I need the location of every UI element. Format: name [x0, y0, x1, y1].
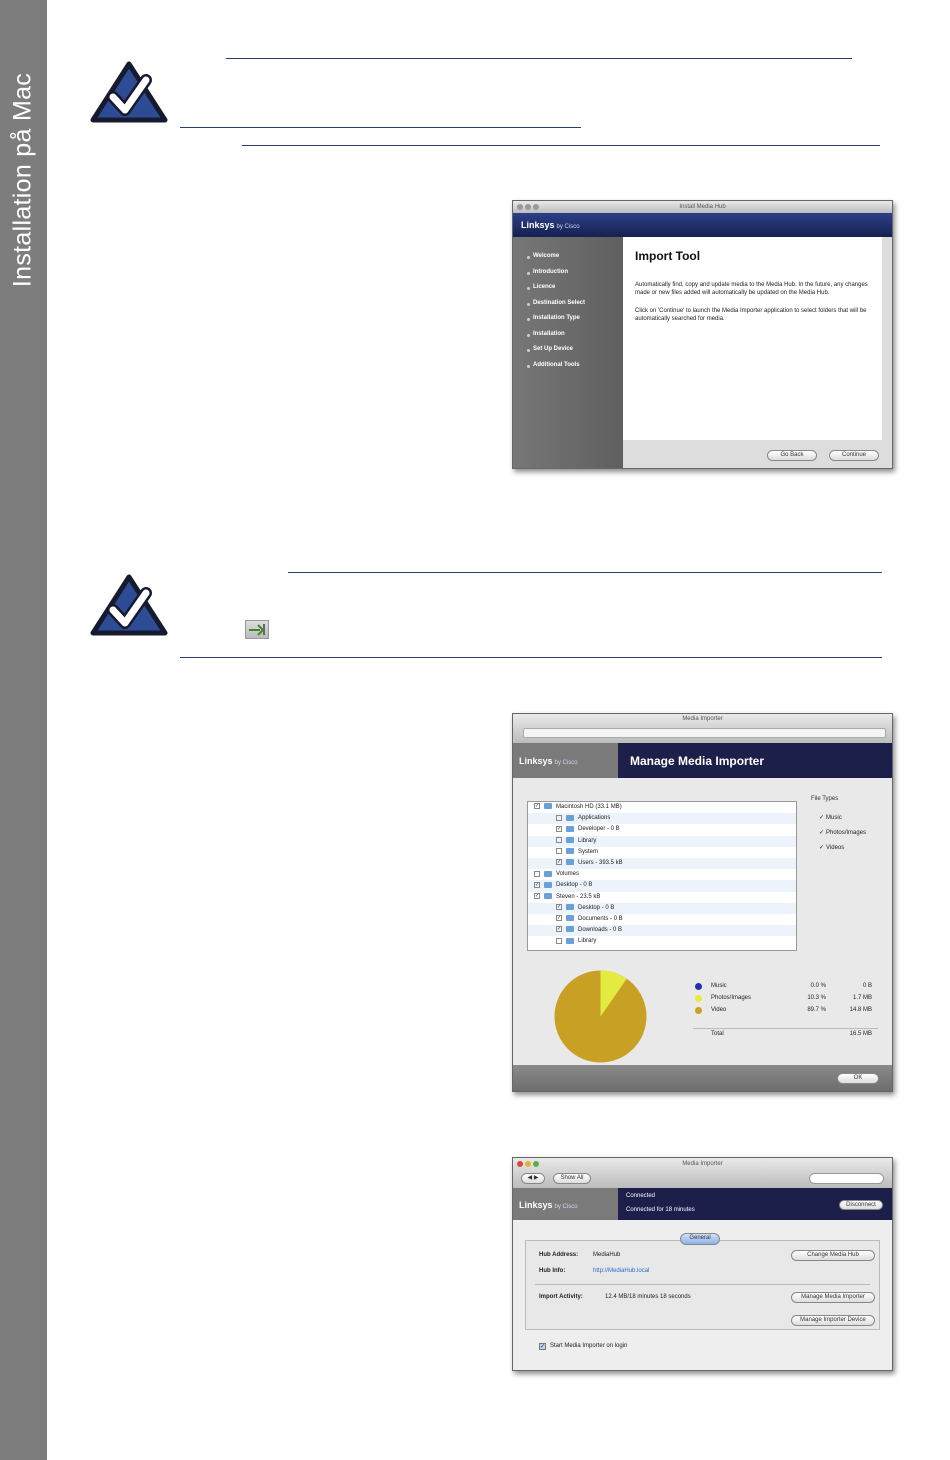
legend-size: 0 B [862, 983, 872, 989]
folder-checkbox[interactable]: ✓ [535, 803, 540, 810]
legend-swatch-icon [695, 983, 702, 990]
import-activity-value: 12.4 MB/18 minutes 18 seconds [605, 1294, 691, 1300]
file-type-checkbox[interactable]: ✓ [819, 845, 825, 851]
file-type-label: Videos [826, 845, 845, 851]
legend-row [693, 992, 878, 1004]
folder-tree-row[interactable] [528, 936, 796, 947]
file-type-checkbox[interactable]: ✓ [819, 830, 825, 836]
manage-importer-device-button[interactable]: Manage Importer Device [791, 1315, 875, 1326]
legend-pct: 10.3 % [807, 995, 826, 1001]
media-importer-menu-icon [245, 620, 269, 639]
legend-pct: 0.0 % [810, 983, 826, 989]
folder-label: Applications [578, 815, 611, 822]
legend-swatch-icon [695, 995, 702, 1002]
folder-icon [566, 938, 574, 944]
manage-brand-bar: Linksys by Cisco [513, 743, 618, 778]
installer-window-title: Install Media Hub [679, 204, 726, 210]
folder-checkbox[interactable] [556, 815, 562, 821]
folder-label: Library [578, 938, 597, 945]
installer-content [623, 237, 882, 440]
folder-label: Library [578, 837, 597, 844]
folder-tree-row[interactable] [528, 824, 796, 835]
preferences-screenshot [512, 1157, 893, 1371]
installer-step-label: Destination Select [533, 299, 586, 306]
checkmark-note-icon-2 [89, 573, 169, 637]
manage-toolbar-search[interactable] [523, 728, 886, 738]
continue-button[interactable]: Continue [829, 450, 879, 461]
installer-step-label: Additional Tools [533, 361, 580, 368]
legend-name: Photos/Images [711, 995, 752, 1001]
go-back-button[interactable]: Go Back [767, 450, 817, 461]
installer-step [527, 311, 623, 327]
step-bullet-icon [527, 318, 530, 321]
file-type-checkbox[interactable]: ✓ [819, 815, 825, 821]
folder-tree[interactable] [527, 801, 797, 951]
folder-icon [566, 848, 574, 854]
hub-info-link[interactable]: http://MediaHub.local [593, 1268, 650, 1274]
start-on-login-label: Start Media Importer on login [550, 1343, 628, 1349]
change-media-hub-button[interactable]: Change Media Hub [791, 1250, 875, 1261]
installer-brand-bar: Linksys by Cisco [513, 213, 892, 237]
folder-label: System [578, 848, 599, 855]
folder-icon [544, 871, 552, 877]
folder-checkbox[interactable]: ✓ [535, 881, 540, 888]
prefs-titlebar: Media Importer ◀ ▶ Show All [513, 1158, 892, 1188]
legend-name: Music [711, 983, 727, 989]
legend-name: Video [711, 1007, 727, 1013]
manage-header [618, 743, 892, 778]
folder-icon [544, 803, 552, 809]
tab-general[interactable]: General [680, 1233, 720, 1245]
folder-checkbox[interactable]: ✓ [557, 926, 562, 933]
show-all-button[interactable]: Show All [553, 1173, 591, 1184]
brand-logo: Linksys [521, 220, 555, 230]
folder-tree-row[interactable] [528, 892, 796, 903]
installer-step-label: Installation Type [533, 315, 580, 321]
legend-size: 14.8 MB [849, 1007, 872, 1013]
folder-checkbox[interactable] [534, 871, 540, 877]
installer-step [527, 358, 623, 374]
installer-step [527, 249, 623, 265]
checkmark-note-icon [89, 60, 169, 124]
step-bullet-icon [527, 272, 530, 275]
file-type-label: Photos/Images [826, 830, 867, 836]
folder-checkbox[interactable]: ✓ [557, 904, 562, 911]
folder-icon [566, 859, 574, 865]
connection-status: Connected [626, 1193, 656, 1199]
file-type-label: Music [826, 815, 842, 821]
sidebar-title: Installation på Mac [8, 72, 37, 288]
note1-rule-a [180, 127, 581, 128]
hub-address-value: MediaHub [593, 1252, 621, 1258]
folder-checkbox[interactable] [556, 938, 562, 944]
folder-icon [566, 815, 574, 821]
note1-rule-b [242, 145, 880, 146]
folder-checkbox[interactable]: ✓ [557, 825, 562, 832]
folder-label: Downloads - 0 B [578, 927, 623, 934]
folder-label: Macintosh HD (33.1 MB) [556, 804, 622, 810]
installer-heading: Import Tool [635, 249, 701, 263]
folder-tree-row[interactable] [528, 836, 796, 847]
folder-icon [544, 882, 552, 888]
folder-tree-row[interactable] [528, 914, 796, 925]
folder-checkbox[interactable] [556, 848, 562, 854]
folder-label: Documents - 0 B [578, 915, 623, 922]
prefs-search-field[interactable] [809, 1173, 884, 1184]
folder-label: Developer - 0 B [578, 826, 620, 833]
folder-tree-row[interactable] [528, 847, 796, 858]
folder-icon [566, 837, 574, 843]
installer-step [527, 327, 623, 343]
folder-tree-row[interactable] [528, 802, 796, 813]
installer-step-label: Welcome [533, 253, 560, 259]
installer-step-label: Licence [533, 284, 556, 290]
step-bullet-icon [527, 256, 530, 259]
installer-step-label: Introduction [533, 268, 568, 275]
file-type-option[interactable] [819, 811, 866, 826]
manage-heading: Manage Media Importer [630, 754, 765, 768]
installer-step-label: Set Up Device [533, 346, 574, 352]
folder-checkbox[interactable]: ✓ [557, 915, 562, 922]
import-activity-label: Import Activity: [539, 1294, 583, 1300]
installer-para2: Click on 'Continue' to launch the Media Importer application to select folders that will be automatically searched for media. [635, 308, 867, 322]
step-bullet-icon [527, 365, 530, 368]
step-bullet-icon [527, 349, 530, 352]
legend-pct: 89.7 % [807, 1007, 826, 1013]
folder-tree-row[interactable] [528, 903, 796, 914]
media-pie-chart [553, 969, 648, 1064]
installer-screenshot [512, 200, 893, 469]
file-types-label: File Types [811, 796, 839, 802]
folder-tree-row[interactable] [528, 880, 796, 891]
folder-tree-row[interactable] [528, 858, 796, 869]
hub-address-label: Hub Address: [539, 1252, 579, 1258]
folder-label: Desktop - 0 B [556, 882, 593, 889]
manage-footer [513, 1065, 892, 1091]
legend-size: 1.7 MB [852, 995, 872, 1001]
step-bullet-icon [527, 334, 530, 337]
legend-swatch-icon [695, 1007, 702, 1014]
legend-total-row: Total 16.5 MB [693, 1028, 878, 1038]
note2-top-rule [288, 572, 882, 573]
sidebar [0, 0, 47, 1460]
manage-media-importer-button[interactable]: Manage Media Importer [791, 1292, 875, 1303]
folder-checkbox[interactable]: ✓ [535, 892, 540, 899]
folder-checkbox[interactable] [556, 837, 562, 843]
folder-tree-row[interactable] [528, 925, 796, 936]
folder-tree-row[interactable] [528, 813, 796, 824]
hub-info-label: Hub Info: [539, 1268, 566, 1274]
disconnect-button[interactable]: Disconnect [839, 1200, 883, 1210]
step-bullet-icon [527, 303, 530, 306]
folder-label: Volumes [556, 871, 580, 878]
back-forward-button[interactable]: ◀ ▶ [521, 1173, 545, 1184]
ok-button[interactable]: OK [837, 1073, 879, 1084]
installer-steps [513, 237, 623, 468]
legend-row [693, 1004, 878, 1016]
step-bullet-icon [527, 287, 530, 290]
installer-step [527, 280, 623, 296]
installer-step-label: Installation [533, 330, 565, 337]
folder-icon [566, 826, 574, 832]
prefs-divider [535, 1284, 870, 1285]
folder-icon [566, 915, 574, 921]
manage-titlebar: Media Importer [513, 714, 892, 743]
installer-step [527, 342, 623, 358]
start-on-login-checkbox[interactable]: ✓ [540, 1344, 546, 1350]
folder-checkbox[interactable]: ✓ [557, 859, 562, 866]
file-type-option[interactable] [819, 841, 866, 856]
folder-icon [566, 926, 574, 932]
installer-step [527, 296, 623, 312]
folder-icon [566, 904, 574, 910]
folder-label: Desktop - 0 B [578, 904, 615, 911]
installer-step [527, 265, 623, 281]
prefs-brand-bar: Linksys by Cisco [513, 1188, 618, 1220]
installer-para1: Automatically find, copy and update media to the Media Hub. In the future, any changes made or new files added will automatically be updated on the Media Hub. [635, 282, 868, 296]
installer-titlebar [513, 201, 892, 213]
folder-label: Users - 393.5 kB [578, 859, 623, 866]
folder-tree-row[interactable] [528, 869, 796, 880]
note1-top-rule [226, 58, 852, 59]
connection-duration: Connected for 18 minutes [626, 1207, 695, 1213]
file-type-option[interactable] [819, 826, 866, 841]
legend-row [693, 980, 878, 992]
folder-icon [544, 893, 552, 899]
manage-importer-screenshot [512, 713, 893, 1092]
folder-label: Steven - 23.5 kB [556, 893, 601, 900]
note2-bottom-rule [180, 657, 882, 658]
